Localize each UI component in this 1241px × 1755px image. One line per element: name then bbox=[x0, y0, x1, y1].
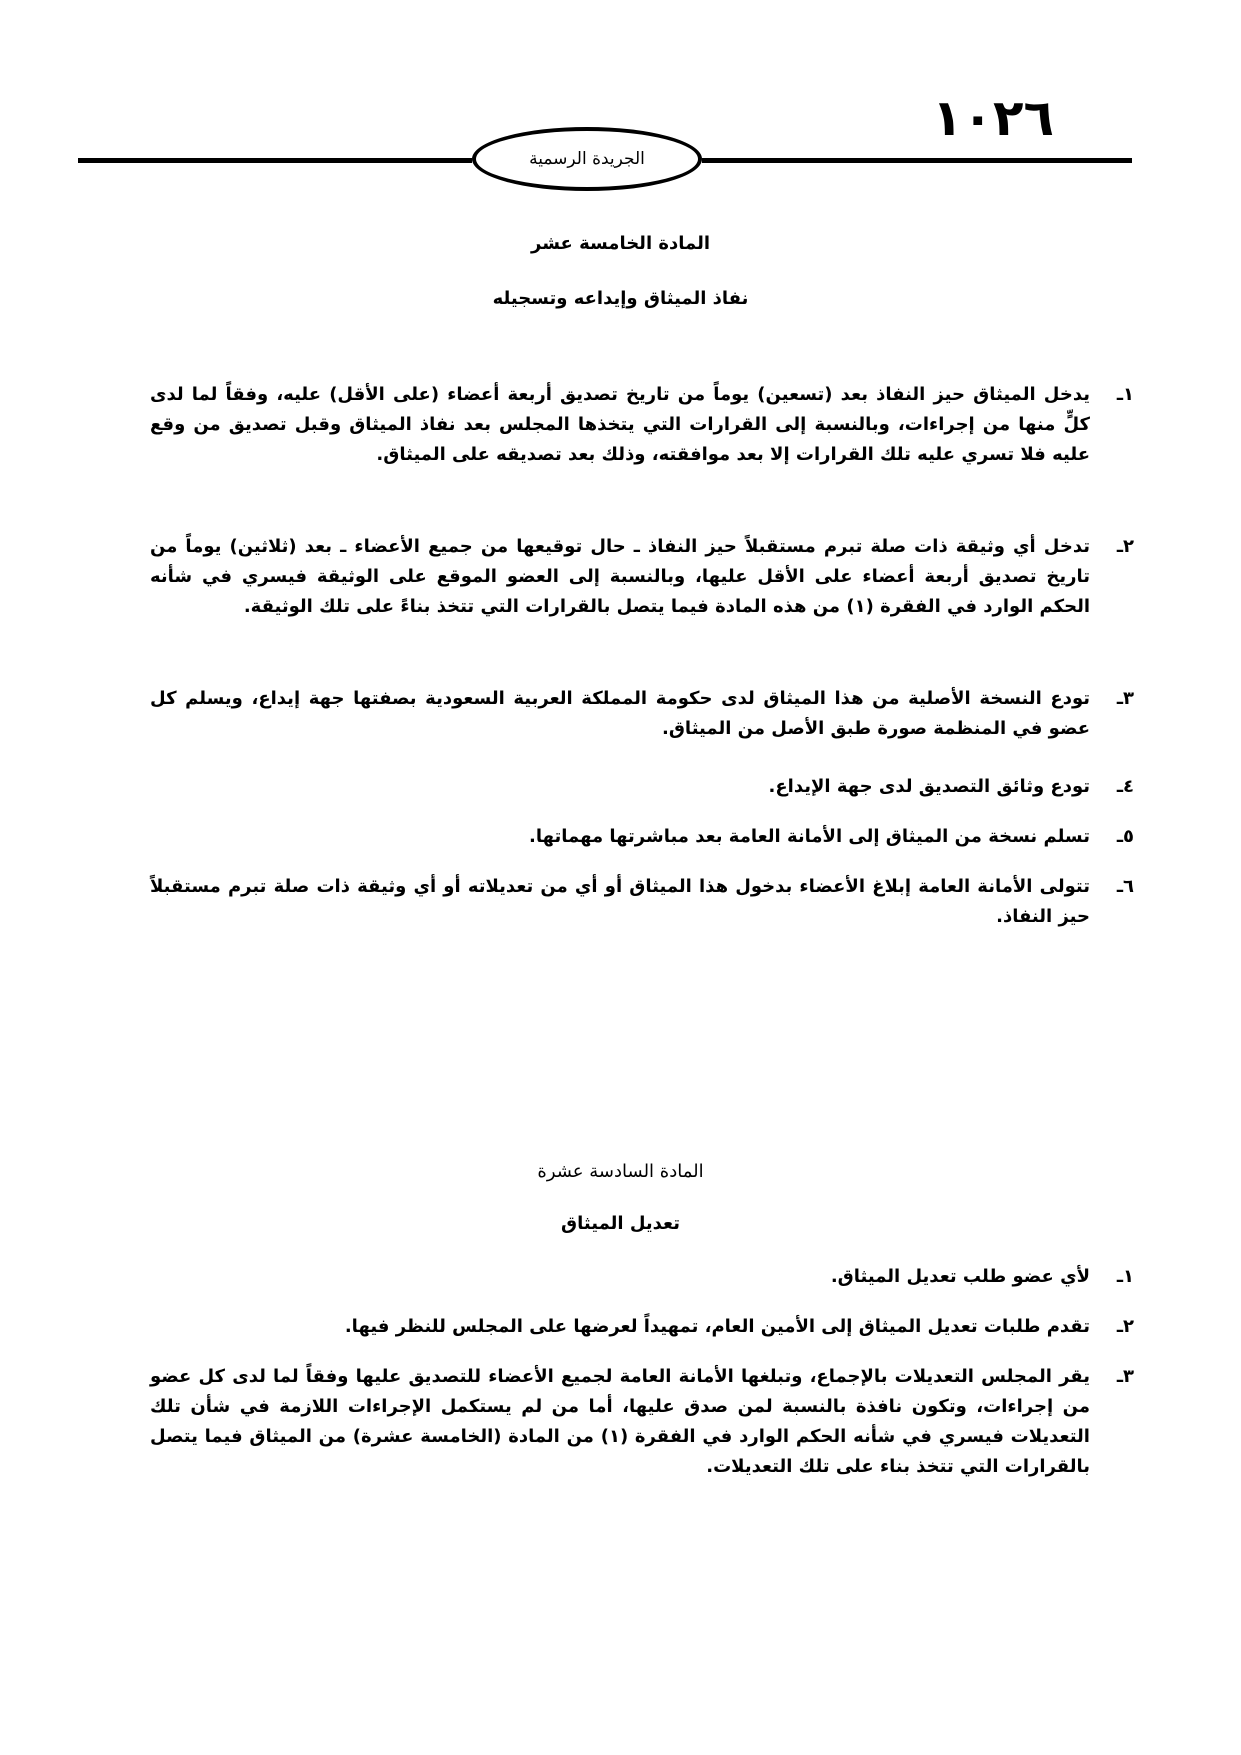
article-15-item-6 bbox=[150, 872, 1134, 932]
item-text: تقدم طلبات تعديل الميثاق إلى الأمين العام، تمهيداً لعرضها على المجلس للنظر فيها. bbox=[344, 1316, 1090, 1337]
item-number: ١ـ bbox=[1116, 1266, 1134, 1287]
item-text: تدخل أي وثيقة ذات صلة تبرم مستقبلاً حيز النفاذ ـ حال توقيعها من جميع الأعضاء ـ بعد (ثلاثين) يوماً من تاريخ تصديق أربعة أعضاء على الأقل عليها، وبالنسبة إلى العضو الموقع على الوثيقة فيسري في شأنه الحكم الوارد في الفقرة (١) من هذه المادة فيما يتصل بالقرارات التي تتخذ بناءً على تلك الوثيقة. bbox=[150, 536, 1090, 617]
header-rule-right bbox=[702, 158, 1132, 163]
item-number: ٣ـ bbox=[1116, 1366, 1134, 1387]
item-number: ٢ـ bbox=[1116, 1316, 1134, 1337]
gazette-title-oval bbox=[472, 127, 702, 191]
item-text: تتولى الأمانة العامة إبلاغ الأعضاء بدخول هذا الميثاق أو أي من تعديلاته أو أي وثيقة ذات صلة تبرم مستقبلاً حيز النفاذ. bbox=[150, 876, 1090, 927]
article-15-item-2 bbox=[150, 532, 1134, 622]
item-text: تودع النسخة الأصلية من هذا الميثاق لدى حكومة المملكة العربية السعودية بصفتها جهة إيداع، ويسلم كل عضو في المنظمة صورة طبق الأصل من الميثاق. bbox=[150, 688, 1090, 739]
article-16-item-1 bbox=[150, 1262, 1134, 1292]
article-15-title: المادة الخامسة عشر bbox=[531, 233, 710, 254]
page-number: ١٠٢٦ bbox=[931, 89, 1055, 147]
header-rule-left bbox=[78, 158, 472, 163]
article-16-subtitle: تعديل الميثاق bbox=[561, 1213, 680, 1234]
item-number: ٤ـ bbox=[1116, 776, 1134, 797]
item-number: ٦ـ bbox=[1116, 876, 1134, 897]
item-text: تودع وثائق التصديق لدى جهة الإيداع. bbox=[768, 776, 1090, 797]
article-16-item-3 bbox=[150, 1362, 1134, 1482]
article-16-item-2 bbox=[150, 1312, 1134, 1342]
gazette-title: الجريدة الرسمية bbox=[529, 149, 645, 169]
article-15-item-3 bbox=[150, 684, 1134, 744]
article-15-item-1 bbox=[150, 380, 1134, 470]
item-number: ٢ـ bbox=[1116, 536, 1134, 557]
item-number: ٣ـ bbox=[1116, 688, 1134, 709]
item-number: ٥ـ bbox=[1116, 826, 1134, 847]
item-text: لأي عضو طلب تعديل الميثاق. bbox=[830, 1266, 1090, 1287]
item-text: تسلم نسخة من الميثاق إلى الأمانة العامة بعد مباشرتها مهماتها. bbox=[529, 826, 1090, 847]
item-text: يقر المجلس التعديلات بالإجماع، وتبلغها الأمانة العامة لجميع الأعضاء للتصديق عليها وفقاً لما لدى كل عضو من إجراءات، وتكون نافذة بالنسبة لمن صدق عليها، أما من لم يستكمل الإجراءات اللازمة في شأن تلك التعديلات فيسري في شأنه الحكم الوارد في الفقرة (١) من المادة (الخامسة عشرة) من الميثاق فيما يتصل بالقرارات التي تتخذ بناء على تلك التعديلات. bbox=[150, 1366, 1090, 1477]
item-number: ١ـ bbox=[1116, 384, 1134, 405]
article-15-item-4 bbox=[150, 772, 1134, 802]
article-15-item-5 bbox=[150, 822, 1134, 852]
item-text: يدخل الميثاق حيز النفاذ بعد (تسعين) يوماً من تاريخ تصديق أربعة أعضاء (على الأقل) عليه، وفقاً لما لدى كلٍّ منها من إجراءات، وبالنسبة إلى القرارات التي يتخذها المجلس بعد نفاذ الميثاق وقبل تصديق من وقع عليه فلا تسري عليه تلك القرارات إلا بعد موافقته، وذلك بعد تصديقه على الميثاق. bbox=[150, 384, 1090, 465]
article-16-title: المادة السادسة عشرة bbox=[537, 1161, 704, 1182]
article-15-subtitle: نفاذ الميثاق وإيداعه وتسجيله bbox=[492, 288, 749, 309]
